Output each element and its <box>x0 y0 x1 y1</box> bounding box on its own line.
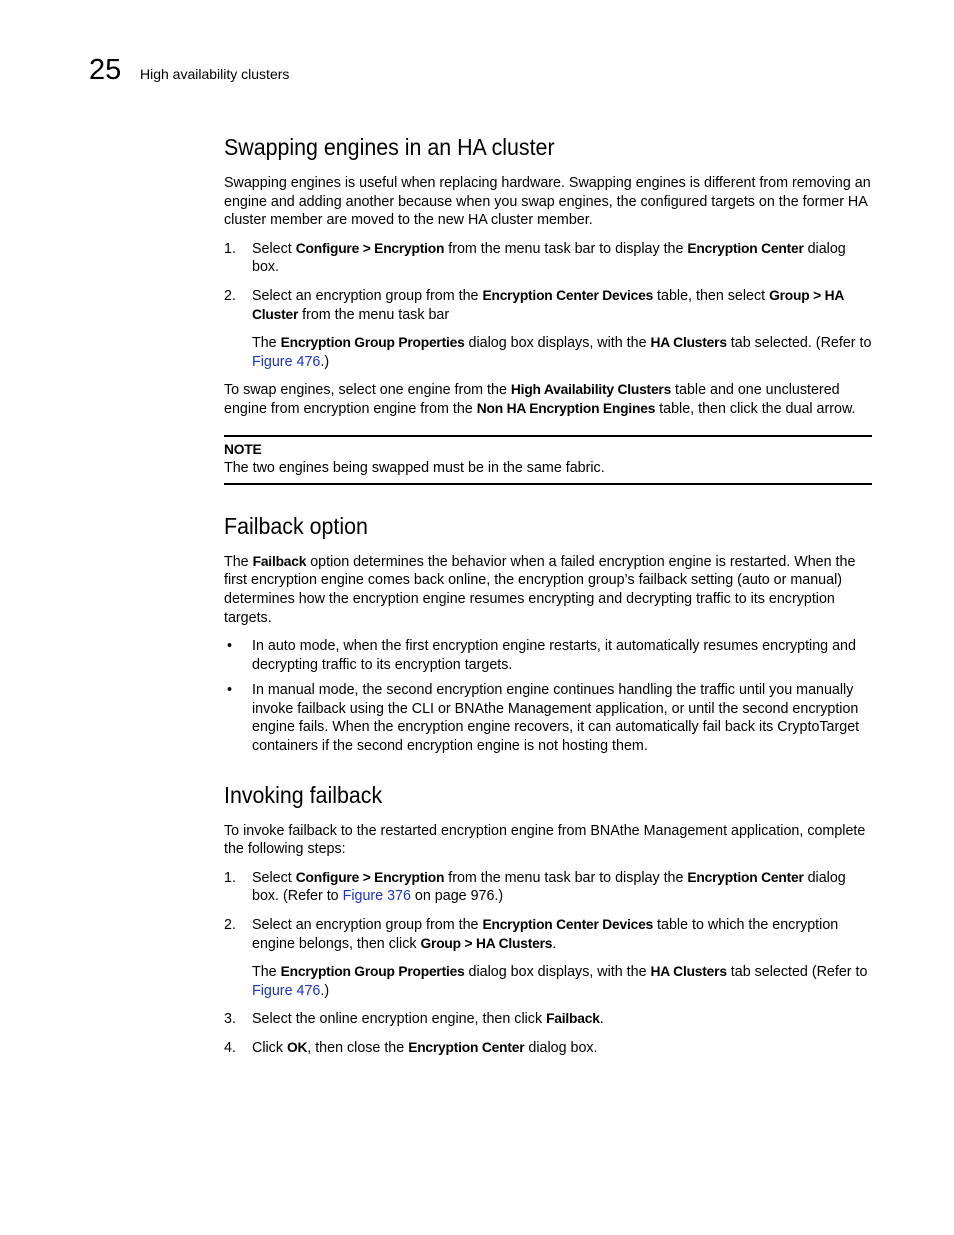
text: Select an encryption group from the <box>252 287 483 304</box>
text: tab selected (Refer to <box>726 964 868 981</box>
text: from the menu task bar <box>298 306 450 323</box>
menu-path: Group > HA Clusters <box>420 935 553 951</box>
text: The <box>224 553 253 570</box>
figure-link[interactable]: Figure 476 <box>252 982 321 999</box>
text: option determines the behavior when a failed encryption engine is restarted. When the first encryption engine comes back online, the encryption group’s failback setting (auto or manual) determines how the encryption engine resumes encrypting and decrypting traffic to its encryption targets. <box>224 553 856 626</box>
text: dialog box displays, with the <box>464 335 651 352</box>
step-number: 1. <box>224 869 236 886</box>
bullet-icon: • <box>227 638 233 655</box>
text: dialog box. (Refer to <box>252 869 846 905</box>
text: table to which the encryption engine belongs, then click <box>252 917 839 952</box>
text: table and one unclustered engine from encryption engine from the <box>224 382 840 417</box>
table-name: Encryption Center Devices <box>482 287 654 303</box>
dialog-name: Encryption Center <box>687 240 804 256</box>
text: from the menu task bar to display the <box>444 869 688 886</box>
section-heading-failback: Failback option <box>224 512 368 539</box>
swapping-intro: Swapping engines is useful when replacing hardware. Swapping engines is different from removing an engine and adding another because when you swap engines, the configured targets on the former HA cluster member are moved to the new HA cluster member. <box>224 175 871 229</box>
section-heading-swapping: Swapping engines in an HA cluster <box>224 134 555 160</box>
text: dialog box. <box>524 1040 598 1056</box>
chapter-title: High availability clusters <box>140 66 290 82</box>
list-item <box>224 1039 872 1058</box>
step-number: 1. <box>224 240 236 257</box>
text: Select the online encryption engine, then click <box>252 1011 547 1028</box>
failback-intro <box>224 553 872 627</box>
step-number: 4. <box>224 1040 236 1056</box>
tab-name: HA Clusters <box>650 964 727 980</box>
bullet-icon: • <box>227 682 233 699</box>
text: In manual mode, the second encryption engine continues handling the traffic until you manually invoke failback using the CLI or BNAthe Management application, or until the second encryption engine fails. When the encryption engine recovers, it can automatically fail back its CryptoTarget containers if the second encryption engine is not hosting them. <box>252 682 860 755</box>
table-name: Encryption Center Devices <box>482 917 654 933</box>
list-item <box>224 1010 872 1029</box>
text: Select an encryption group from the <box>252 917 483 934</box>
text: from the menu task bar to display the <box>444 240 688 257</box>
text: dialog box. <box>252 240 846 276</box>
note-text: The two engines being swapped must be in the same fabric. <box>224 460 605 477</box>
text: , then close the <box>307 1040 409 1056</box>
dialog-name: Encryption Group Properties <box>280 335 465 351</box>
table-name: High Availability Clusters <box>510 382 672 398</box>
step-number: 2. <box>224 287 236 304</box>
chapter-number: 25 <box>89 54 122 86</box>
text: table, then click the dual arrow. <box>655 400 856 417</box>
list-item <box>224 637 872 674</box>
note-box <box>224 435 872 485</box>
step-result <box>252 963 872 1000</box>
invoking-intro: To invoke failback to the restarted encryption engine from BNAthe Management application, complete the following steps: <box>224 822 866 858</box>
button-name: Failback <box>546 1011 600 1027</box>
table-name: Non HA Encryption Engines <box>476 400 656 416</box>
button-name: OK <box>286 1040 308 1055</box>
invoking-steps <box>224 869 872 1058</box>
section-heading-invoking: Invoking failback <box>224 781 383 808</box>
note-label: NOTE <box>224 441 262 457</box>
dialog-name: Encryption Center <box>687 869 804 885</box>
step-result <box>252 334 872 371</box>
text: dialog box displays, with the <box>464 964 651 981</box>
failback-modes <box>224 637 872 756</box>
figure-link[interactable]: Figure 476 <box>252 353 321 370</box>
text: To swap engines, select one engine from the <box>224 382 511 399</box>
step-number: 3. <box>224 1011 236 1028</box>
swap-instructions <box>224 381 872 418</box>
text: . <box>599 1011 604 1028</box>
list-item <box>224 681 872 755</box>
tab-name: HA Clusters <box>650 335 727 351</box>
text: on page 976.) <box>410 888 504 905</box>
menu-path: Group > HA Cluster <box>252 287 844 322</box>
page-content <box>224 132 872 1068</box>
list-item <box>224 916 872 1000</box>
step-number: 2. <box>224 917 236 934</box>
list-item <box>224 287 872 371</box>
option-name: Failback <box>252 553 307 569</box>
text: Select <box>252 240 296 257</box>
list-item <box>224 240 872 277</box>
text: . <box>552 935 557 952</box>
menu-path: Configure > Encryption <box>295 869 445 885</box>
text: Click <box>252 1040 287 1056</box>
text: tab selected. (Refer to <box>726 335 872 352</box>
text: In auto mode, when the first encryption engine restarts, it automatically resumes encrypting and decrypting traffic to its encryption targets. <box>252 638 856 673</box>
text: .) <box>320 353 330 370</box>
figure-link[interactable]: Figure 376 <box>342 888 411 905</box>
text: .) <box>320 982 330 999</box>
text: The <box>252 964 281 981</box>
list-item <box>224 869 872 906</box>
text: The <box>252 335 281 352</box>
text: table, then select <box>653 287 770 304</box>
text: Select <box>252 869 296 886</box>
menu-path: Configure > Encryption <box>295 240 445 256</box>
swapping-steps <box>224 240 872 372</box>
dialog-name: Encryption Group Properties <box>280 964 465 980</box>
dialog-name: Encryption Center <box>408 1040 525 1055</box>
